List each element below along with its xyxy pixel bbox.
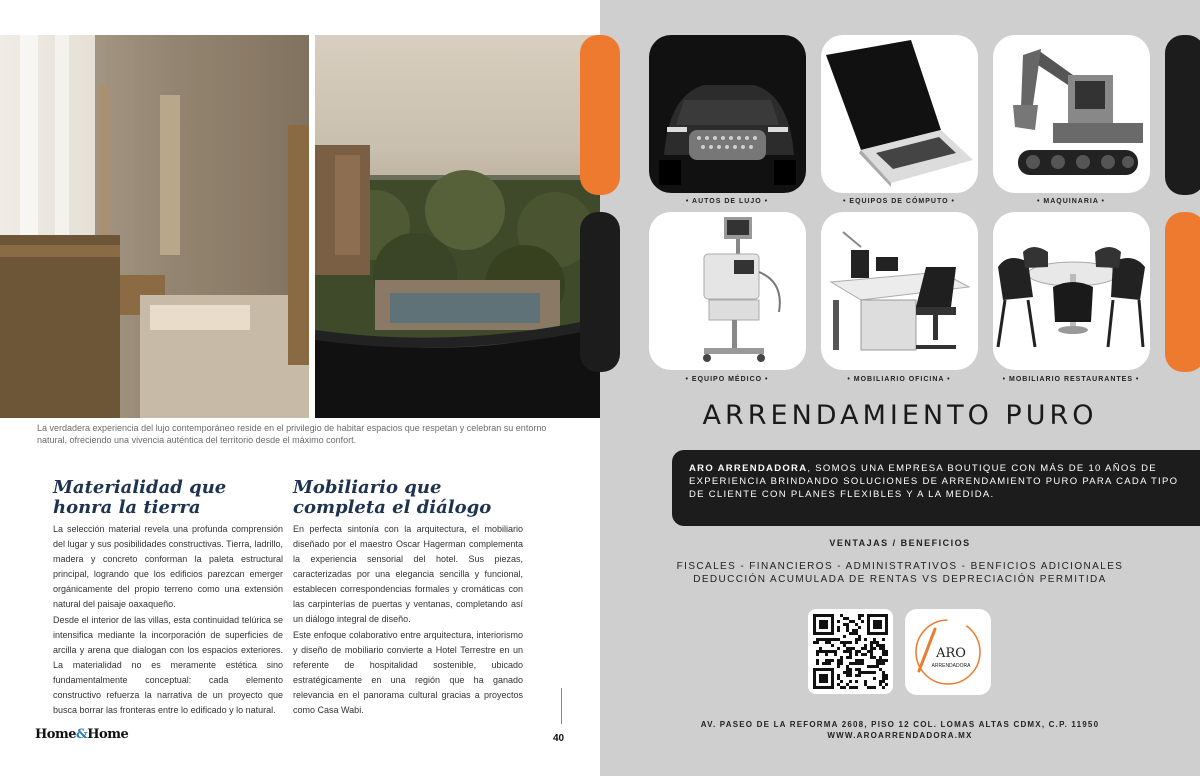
qr-module <box>846 674 849 677</box>
qr-module <box>876 641 879 644</box>
qr-module <box>852 686 855 689</box>
paragraph: Desde el interior de las villas, esta continuidad telúrica se intensifica mediante la incorporación de superficies de arcilla y arena que dialogan con los espacios exteriores. La materialidad no es meramente estética sino fundamentalmente conceptual: cada elemento constructivo refuerza la narrativa de un proyecto que busca borrar las fronteras entre lo edificado y lo natural. <box>53 615 283 715</box>
qr-module <box>864 638 867 641</box>
qr-module <box>885 653 888 656</box>
qr-module <box>885 677 888 680</box>
qr-module <box>864 680 867 683</box>
qr-module <box>819 650 822 653</box>
qr-module <box>870 641 873 644</box>
office-desk-icon <box>821 212 978 370</box>
qr-module <box>840 614 843 617</box>
qr-module <box>855 629 858 632</box>
qr-module <box>867 650 870 653</box>
qr-code[interactable] <box>808 609 893 694</box>
qr-module <box>861 647 864 650</box>
logo-part: Home <box>35 727 76 742</box>
qr-module <box>873 641 876 644</box>
qr-module <box>837 647 840 650</box>
qr-module <box>855 680 858 683</box>
qr-module <box>840 686 843 689</box>
company-website[interactable]: WWW.AROARRENDADORA.MX <box>827 731 973 740</box>
qr-module <box>858 614 861 617</box>
tile-label: • EQUIPOS DE CÓMPUTO • <box>843 198 955 205</box>
qr-module <box>861 614 864 617</box>
article-column-materialidad <box>53 478 283 718</box>
qr-code-icon <box>813 614 888 689</box>
qr-module <box>849 674 852 677</box>
company-info-box <box>672 450 1200 526</box>
qr-module <box>825 650 828 653</box>
qr-module <box>822 650 825 653</box>
qr-module <box>843 686 846 689</box>
qr-module <box>846 656 849 659</box>
qr-module <box>882 653 885 656</box>
qr-module <box>882 662 885 665</box>
logo-part: Home <box>87 727 129 742</box>
qr-module <box>855 650 858 653</box>
qr-module <box>822 662 825 665</box>
qr-module <box>837 659 840 662</box>
benefits-list: FISCALES - FINANCIEROS - ADMINISTRATIVOS - BENFICIOS ADICIONALES <box>676 561 1124 572</box>
qr-module <box>861 620 864 623</box>
tile-label: • MOBILIARIO OFICINA • <box>847 376 951 383</box>
qr-module <box>861 653 864 656</box>
qr-module <box>870 653 873 656</box>
qr-module <box>816 638 819 641</box>
advertisement-page <box>600 0 1200 776</box>
qr-module <box>837 626 840 629</box>
section-heading-materialidad: Materialidad que honra la tierra <box>53 477 227 518</box>
qr-module <box>873 677 876 680</box>
qr-module <box>831 644 834 647</box>
qr-module <box>870 686 873 689</box>
laptop-icon <box>821 35 978 193</box>
qr-module <box>843 650 846 653</box>
qr-module <box>837 665 840 668</box>
qr-module <box>849 680 852 683</box>
qr-module <box>870 650 873 653</box>
qr-module <box>849 641 852 644</box>
qr-module <box>867 671 870 674</box>
company-description: , SOMOS UNA EMPRESA BOUTIQUE CON MÁS DE 10 AÑOS DE EXPERIENCIA BRINDANDO SOLUCIONES DE ARRENDAMIENTO PURO PARA CADA TIPO DE CLIENTE CON PLANES FLEXIBLES Y A LA MEDIDA. <box>689 463 1179 500</box>
tile-autos <box>649 35 806 193</box>
qr-module <box>843 623 846 626</box>
qr-module <box>840 641 843 644</box>
qr-module <box>858 638 861 641</box>
company-address: AV. PASEO DE LA REFORMA 2608, PISO 12 COL. LOMAS ALTAS CDMX, C.P. 11950 <box>700 720 1100 729</box>
qr-module <box>846 641 849 644</box>
qr-module <box>852 620 855 623</box>
interior-photo <box>0 35 309 418</box>
qr-module <box>849 656 852 659</box>
qr-module <box>843 641 846 644</box>
qr-module <box>882 644 885 647</box>
qr-module <box>864 647 867 650</box>
qr-module <box>864 683 867 686</box>
qr-module <box>867 665 870 668</box>
qr-module <box>816 653 819 656</box>
qr-module <box>858 617 861 620</box>
qr-module <box>840 659 843 662</box>
benefits-detail: DEDUCCIÓN ACUMULADA DE RENTAS VS DEPRECIACIÓN PERMITIDA <box>693 574 1107 585</box>
qr-module <box>825 659 828 662</box>
qr-module <box>858 635 861 638</box>
qr-module <box>858 626 861 629</box>
qr-module <box>858 659 861 662</box>
qr-module <box>849 671 852 674</box>
qr-module <box>816 662 819 665</box>
qr-module <box>861 659 864 662</box>
qr-module <box>882 638 885 641</box>
qr-module <box>885 674 888 677</box>
qr-module <box>843 671 846 674</box>
qr-module <box>849 662 852 665</box>
qr-module <box>855 686 858 689</box>
qr-module <box>882 680 885 683</box>
qr-module <box>843 644 846 647</box>
photo-caption: La verdadera experiencia del lujo contemporáneo reside en el privilegio de habitar espacios que respetan y celebran su entorno natural, ofreciendo una vivencia auténtica del territorio desde el máximo confort. <box>37 423 547 445</box>
qr-module <box>834 650 837 653</box>
qr-module <box>858 662 861 665</box>
qr-module <box>846 665 849 668</box>
restaurant-table-icon <box>993 212 1150 370</box>
qr-module <box>846 671 849 674</box>
qr-module <box>825 641 828 644</box>
paragraph: En perfecta sintonía con la arquitectura, el mobiliario diseñado por el maestro Oscar Hagerman complementa la experiencia sensorial del hotel. Sus piezas, caracterizadas por una elegancia sencilla y funcional, establecen correspondencias formales y cromáticas con las carpinterías de puertas y ventanas, completando así un diálogo integral de diseño. <box>293 524 523 624</box>
qr-module <box>867 686 870 689</box>
qr-module <box>825 662 828 665</box>
orange-side-tab <box>1165 212 1200 372</box>
qr-module <box>864 671 867 674</box>
qr-module <box>873 665 876 668</box>
qr-module <box>828 638 831 641</box>
qr-module <box>876 644 879 647</box>
qr-module <box>846 683 849 686</box>
qr-module <box>849 653 852 656</box>
qr-module <box>864 644 867 647</box>
qr-module <box>849 632 852 635</box>
qr-module <box>858 674 861 677</box>
qr-module <box>858 671 861 674</box>
qr-module <box>816 650 819 653</box>
qr-module <box>879 659 882 662</box>
qr-module <box>831 638 834 641</box>
aro-logo <box>905 609 991 695</box>
qr-module <box>873 656 876 659</box>
qr-module <box>879 644 882 647</box>
dark-side-tab <box>580 212 620 372</box>
qr-module <box>837 638 840 641</box>
qr-module <box>816 641 819 644</box>
qr-module <box>837 662 840 665</box>
logo-ampersand: & <box>75 727 88 742</box>
company-info-text <box>689 462 1196 501</box>
qr-module <box>879 647 882 650</box>
qr-module <box>831 659 834 662</box>
tile-label: • AUTOS DE LUJO • <box>685 198 769 205</box>
tile-computo <box>821 35 978 193</box>
tile-maquinaria <box>993 35 1150 193</box>
medical-equipment-icon <box>649 212 806 370</box>
qr-module <box>855 641 858 644</box>
tile-label: • MOBILIARIO RESTAURANTES • <box>1002 376 1140 383</box>
qr-module <box>885 683 888 686</box>
tile-label: • MAQUINARIA • <box>1036 198 1106 205</box>
qr-module <box>870 671 873 674</box>
qr-module <box>852 632 855 635</box>
qr-module <box>828 641 831 644</box>
qr-module <box>876 665 879 668</box>
qr-module <box>855 623 858 626</box>
aro-logo-icon <box>905 609 991 695</box>
qr-module <box>834 638 837 641</box>
qr-module <box>840 680 843 683</box>
qr-module <box>822 638 825 641</box>
qr-module <box>873 671 876 674</box>
qr-module <box>864 653 867 656</box>
qr-module <box>855 632 858 635</box>
qr-module <box>825 653 828 656</box>
qr-module <box>879 683 882 686</box>
qr-module <box>852 629 855 632</box>
qr-module <box>879 662 882 665</box>
logo-text: ARO <box>936 646 966 661</box>
qr-module <box>870 665 873 668</box>
qr-module <box>813 641 816 644</box>
tile-label: • EQUIPO MÉDICO • <box>685 376 769 383</box>
paragraph: La selección material revela una profunda comprensión del lugar y sus posibilidades constructivas. Tierra, ladrillo, madera y concreto conforman la paleta estructural principal, logrando que los edificios parezcan emerger orgánicamente del propio terreno como una extensión natural del paisaje oaxaqueño. <box>53 524 283 609</box>
qr-module <box>846 626 849 629</box>
qr-module <box>837 620 840 623</box>
qr-module <box>843 635 846 638</box>
qr-module <box>870 656 873 659</box>
logo-subtext: ARRENDADORA <box>931 663 971 669</box>
qr-module <box>882 650 885 653</box>
qr-module <box>876 659 879 662</box>
qr-module <box>852 662 855 665</box>
qr-module <box>846 623 849 626</box>
qr-module <box>849 668 852 671</box>
qr-module <box>861 671 864 674</box>
qr-module <box>852 647 855 650</box>
company-name: ARO ARRENDADORA <box>689 463 808 474</box>
qr-module <box>846 629 849 632</box>
qr-module <box>816 659 819 662</box>
qr-module <box>855 653 858 656</box>
tile-medico <box>649 212 806 370</box>
qr-module <box>849 647 852 650</box>
qr-module <box>840 662 843 665</box>
dark-side-tab <box>1165 35 1200 195</box>
qr-module <box>828 662 831 665</box>
qr-module <box>819 638 822 641</box>
qr-module <box>846 647 849 650</box>
qr-module <box>825 638 828 641</box>
qr-module <box>831 650 834 653</box>
qr-module <box>855 638 858 641</box>
magazine-logo <box>35 727 128 742</box>
qr-module <box>882 677 885 680</box>
qr-module <box>846 617 849 620</box>
qr-module <box>849 686 852 689</box>
excavator-icon <box>993 35 1150 193</box>
qr-module <box>855 668 858 671</box>
tile-restaurantes <box>993 212 1150 370</box>
qr-module <box>855 659 858 662</box>
qr-module <box>855 662 858 665</box>
qr-module <box>858 668 861 671</box>
qr-module <box>828 650 831 653</box>
qr-module <box>837 677 840 680</box>
qr-module <box>882 659 885 662</box>
qr-module <box>837 674 840 677</box>
qr-module <box>846 668 849 671</box>
section-heading-mobiliario: Mobiliario que completa el diálogo <box>293 477 492 518</box>
page-number: 40 <box>553 733 565 744</box>
qr-module <box>882 674 885 677</box>
article-column-mobiliario <box>293 478 523 718</box>
qr-module <box>855 674 858 677</box>
qr-module <box>846 650 849 653</box>
qr-module <box>873 638 876 641</box>
qr-module <box>879 680 882 683</box>
ad-title: ARRENDAMIENTO PURO <box>702 400 1098 431</box>
qr-module <box>849 650 852 653</box>
qr-module <box>861 662 864 665</box>
column-divider <box>561 688 562 724</box>
landscape-photo <box>315 35 600 418</box>
paragraph: Este enfoque colaborativo entre arquitectura, interiorismo y diseño de mobiliario convierte a Hotel Terrestre en un referente de hospitalidad sostenible, ubicado estratégicamente en una región que ha ganado relevancia en el panorama cultural gracias a proyectos como Casa Wabi. <box>293 630 523 715</box>
qr-module <box>885 659 888 662</box>
qr-module <box>858 650 861 653</box>
qr-module <box>828 659 831 662</box>
qr-module <box>837 629 840 632</box>
qr-module <box>873 647 876 650</box>
qr-module <box>837 683 840 686</box>
qr-module <box>882 671 885 674</box>
qr-module <box>870 647 873 650</box>
qr-module <box>873 686 876 689</box>
qr-module <box>882 647 885 650</box>
car-icon <box>649 35 806 193</box>
orange-side-tab <box>580 35 620 195</box>
qr-module <box>879 668 882 671</box>
qr-module <box>840 656 843 659</box>
qr-module <box>819 647 822 650</box>
benefits-heading: VENTAJAS / BENEFICIOS <box>829 538 971 548</box>
qr-module <box>882 686 885 689</box>
qr-module <box>843 617 846 620</box>
qr-module <box>870 644 873 647</box>
qr-module <box>879 656 882 659</box>
tile-oficina <box>821 212 978 370</box>
qr-module <box>876 662 879 665</box>
qr-module <box>885 650 888 653</box>
qr-module <box>834 653 837 656</box>
qr-module <box>849 620 852 623</box>
